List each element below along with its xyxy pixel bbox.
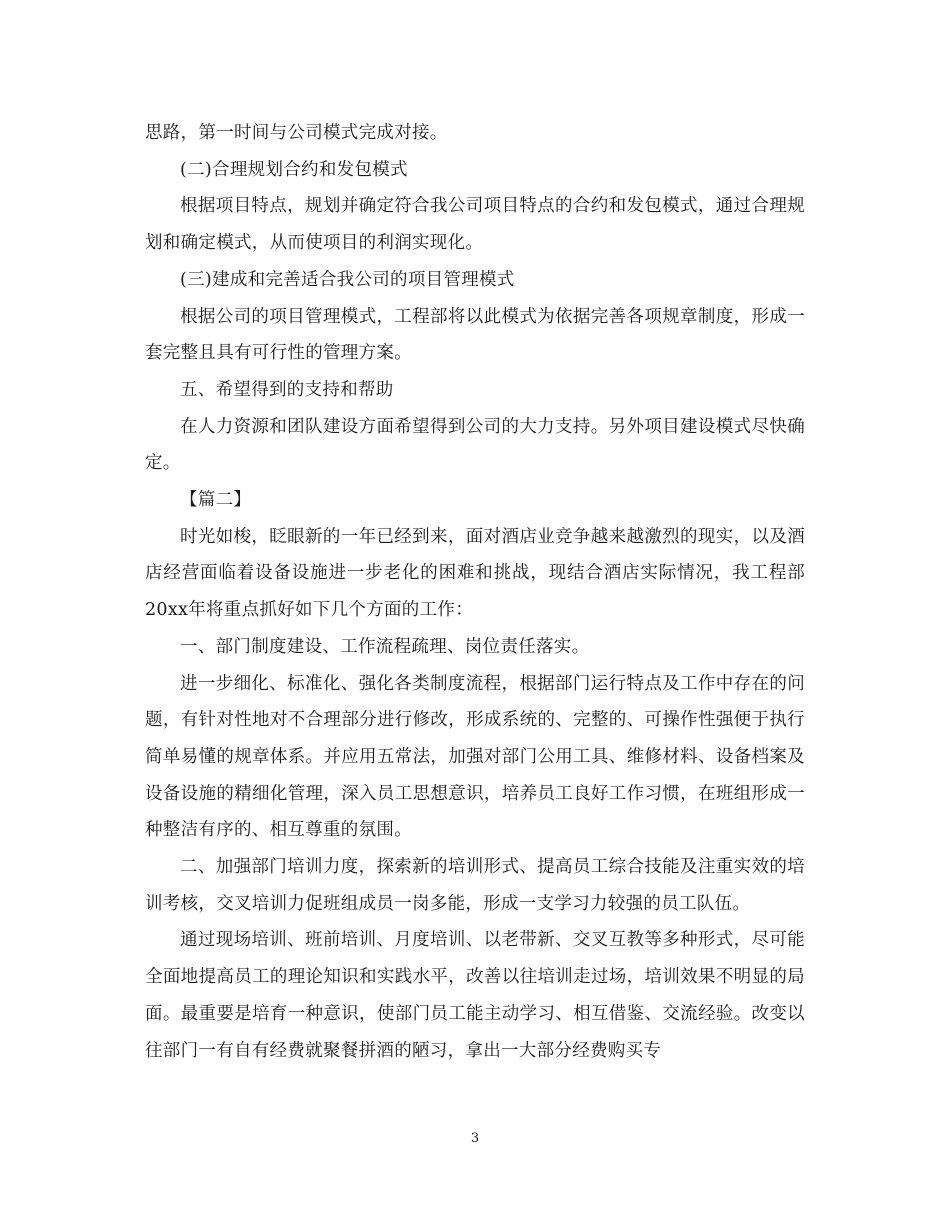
paragraph: 通过现场培训、班前培训、月度培训、以老带新、交叉互教等多种形式，尽可能全面地提高员工的理论知识和实践水平，改善以往培训走过场，培训效果不明显的局面。最重要是培育一种意识，使部门员工能主动学习、相互借鉴、交流经验。改变以往部门一有自有经费就聚餐拼酒的陋习，拿出一大部分经费购买专 [145,930,805,1061]
section-heading: 五、希望得到的支持和帮助 [180,379,394,400]
paragraph: 根据公司的项目管理模式，工程部将以此模式为依据完善各项规章制度，形成一套完整且具有可行性的管理方案。 [145,306,805,364]
section-heading: (三)建成和完善适合我公司的项目管理模式 [180,269,515,290]
section-heading: 二、加强部门培训力度，探索新的培训形式、提高员工综合技能及注重实效的培训考核，交叉培训力促班组成员一岗多能，形成一支学习力较强的员工队伍。 [145,857,805,914]
document-body [145,115,805,1069]
paragraph: 时光如梭，眨眼新的一年已经到来，面对酒店业竞争越来越激烈的现实，以及酒店经营面临着设备设施进一步老化的困难和挑战，现结合酒店实际情况，我工程部20xx年将重点抓好如下几个方面的工作： [145,526,805,621]
paragraph: 在人力资源和团队建设方面希望得到公司的大力支持。另外项目建设模式尽快确定。 [145,416,805,474]
paragraph: 根据项目特点，规划并确定符合我公司项目特点的合约和发包模式，通过合理规划和确定模式，从而使项目的利润实现化。 [145,196,805,254]
page-number: 3 [470,1131,480,1146]
section-heading: 一、部门制度建设、工作流程疏理、岗位责任落实。 [180,636,590,657]
part-heading: 【篇二】 [180,490,252,511]
section-heading: (二)合理规划合约和发包模式 [180,159,408,180]
paragraph: 思路，第一时间与公司模式完成对接。 [145,123,448,143]
paragraph: 进一步细化、标准化、强化各类制度流程，根据部门运行特点及工作中存在的问题，有针对性地对不合理部分进行修改，形成系统的、完整的、可操作性强便于执行简单易懂的规章体系。并应用五常法，加强对部门公用工具、维修材料、设备档案及设备设施的精细化管理，深入员工思想意识，培养员工良好工作习惯，在班组形成一种整洁有序的、相互尊重的氛围。 [145,673,805,841]
